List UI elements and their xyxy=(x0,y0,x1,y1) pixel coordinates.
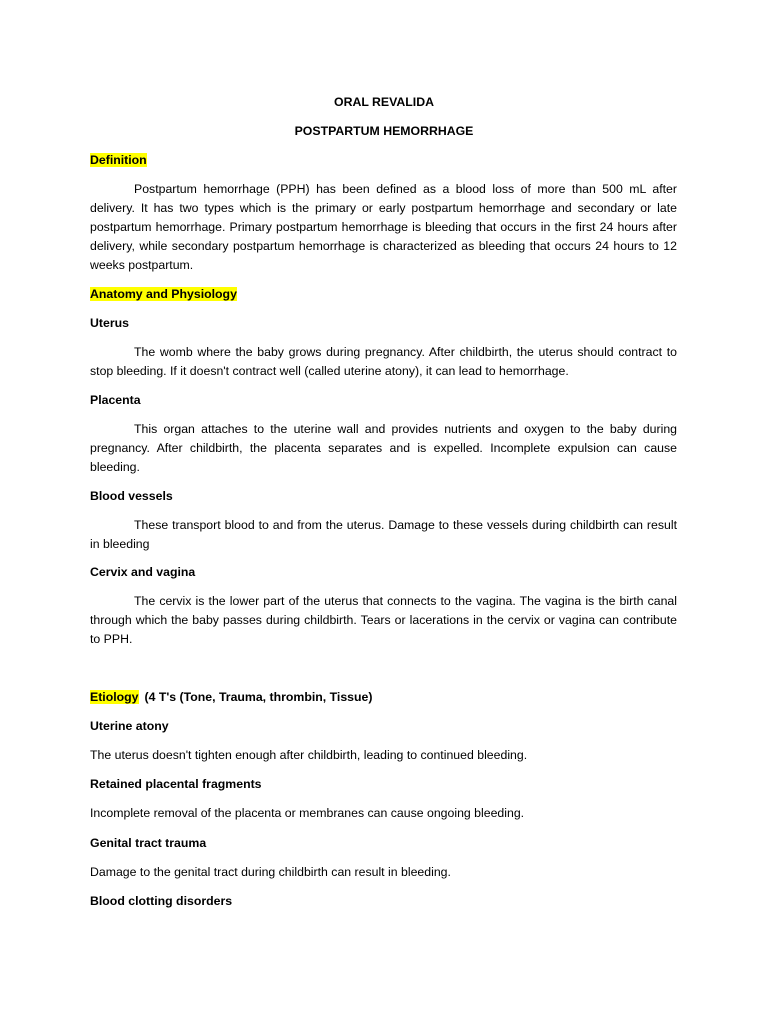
etiology-heading: Etiology xyxy=(90,690,139,704)
etiology-item-title: Blood clotting disorders xyxy=(90,894,233,908)
etiology-item-text: The uterus doesn't tighten enough after childbirth, leading to continued bleeding. xyxy=(90,748,528,762)
anatomy-heading-row xyxy=(90,285,677,304)
definition-heading: Definition xyxy=(90,153,147,167)
definition-heading-row xyxy=(90,151,677,170)
document-subtitle: POSTPARTUM HEMORRHAGE xyxy=(294,124,474,138)
etiology-heading-row xyxy=(90,688,677,707)
etiology-item-text: Damage to the genital tract during childbirth can result in bleeding. xyxy=(90,865,451,879)
anatomy-item-title: Cervix and vagina xyxy=(90,565,196,579)
anatomy-item-title: Blood vessels xyxy=(90,489,173,503)
etiology-item-title: Genital tract trauma xyxy=(90,836,207,850)
etiology-item-title: Retained placental fragments xyxy=(90,777,262,791)
anatomy-item-text: The cervix is the lower part of the uterus that connects to the vagina. The vagina is the birth canal through which the baby passes during childbirth. Tears or lacerations in the cervix or vagina can contribute to PPH. xyxy=(90,594,677,646)
etiology-item-text: Incomplete removal of the placenta or membranes can cause ongoing bleeding. xyxy=(90,806,525,820)
anatomy-item-title: Placenta xyxy=(90,393,141,407)
anatomy-item-text: These transport blood to and from the uterus. Damage to these vessels during childbirth can result in bleeding xyxy=(90,518,677,551)
document-title: ORAL REVALIDA xyxy=(334,95,434,109)
anatomy-heading: Anatomy and Physiology xyxy=(90,287,237,301)
anatomy-item-text: This organ attaches to the uterine wall and provides nutrients and oxygen to the baby during pregnancy. After childbirth, the placenta separates and is expelled. Incomplete expulsion can cause bleeding. xyxy=(90,422,677,474)
etiology-item-title: Uterine atony xyxy=(90,719,169,733)
anatomy-item-title: Uterus xyxy=(90,316,129,330)
definition-paragraph: Postpartum hemorrhage (PPH) has been defined as a blood loss of more than 500 mL after delivery. It has two types which is the primary or early postpartum hemorrhage and secondary or late postpartum hemorrhage. Primary postpartum hemorrhage is bleeding that occurs in the first 24 hours after delivery, while secondary postpartum hemorrhage is characterized as bleeding that occurs 24 hours to 12 weeks postpartum. xyxy=(90,182,677,272)
anatomy-item-text: The womb where the baby grows during pregnancy. After childbirth, the uterus should contract to stop bleeding. If it doesn't contract well (called uterine atony), it can lead to hemorrhage. xyxy=(90,345,677,378)
etiology-subheading: (4 T's (Tone, Trauma, thrombin, Tissue) xyxy=(144,690,373,704)
